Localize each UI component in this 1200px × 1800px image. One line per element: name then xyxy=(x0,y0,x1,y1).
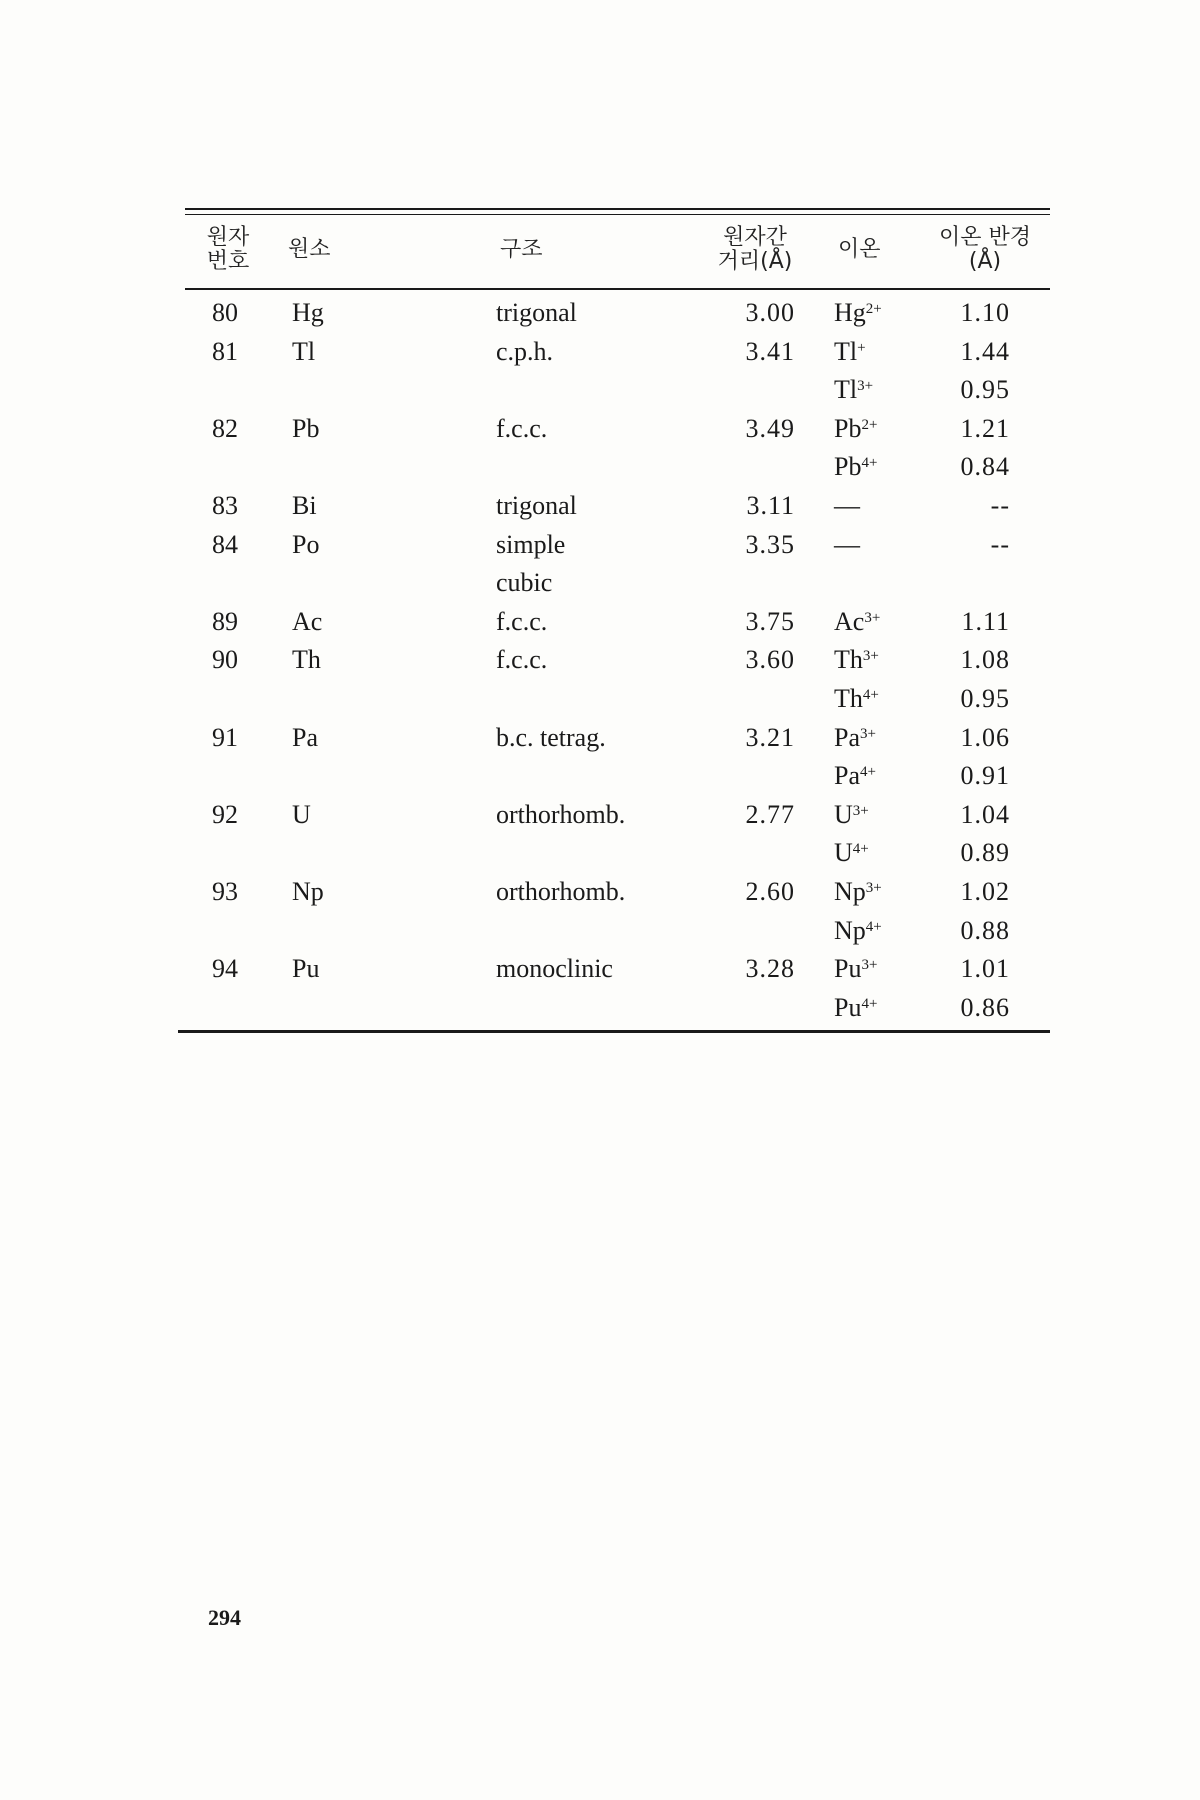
cell-element: Th xyxy=(292,645,321,675)
header-ionic-radius xyxy=(925,226,1045,274)
cell-structure: trigonal xyxy=(496,298,577,327)
cell-distance: 3.00 xyxy=(745,298,795,327)
header-structure xyxy=(500,238,543,262)
ion-charge: 4+ xyxy=(852,841,869,858)
ion-symbol: Pa xyxy=(834,722,860,752)
cell-distance: 3.75 xyxy=(745,606,795,636)
ion-symbol: Th xyxy=(834,684,863,713)
header-ion xyxy=(838,238,881,262)
cell-structure: f.c.c. xyxy=(496,645,548,675)
ion-symbol: Pa xyxy=(834,761,860,791)
cell-distance: 3.49 xyxy=(745,413,795,443)
ion-charge: 3+ xyxy=(862,648,879,665)
ion-symbol: Ac xyxy=(834,606,865,636)
ion-symbol: — xyxy=(834,529,860,559)
ion-symbol: Pb xyxy=(834,413,862,443)
cell-atomic-number: 91 xyxy=(212,722,238,752)
ion-charge: 3+ xyxy=(865,880,882,896)
header-element-label: 원소 xyxy=(288,237,331,262)
header-structure-label: 구조 xyxy=(500,237,543,262)
cell-atomic-number: 83 xyxy=(212,491,238,520)
ion-symbol: Np xyxy=(834,915,866,945)
ion-symbol: Th xyxy=(834,645,863,675)
ion-symbol: U xyxy=(834,838,853,868)
cell-radius: 1.06 xyxy=(960,722,1010,752)
cell-atomic-number: 90 xyxy=(212,645,238,675)
cell-ion xyxy=(834,877,882,907)
ion-charge: 4+ xyxy=(862,687,879,703)
cell-element: U xyxy=(292,799,311,829)
cell-element: Ac xyxy=(292,606,323,636)
cell-atomic-number: 84 xyxy=(212,529,238,559)
cell-radius: 0.95 xyxy=(960,375,1010,405)
cell-ion xyxy=(834,607,880,637)
cell-radius: 0.89 xyxy=(960,838,1010,868)
cell-ion xyxy=(834,414,877,444)
cell-atomic-number: 94 xyxy=(212,954,238,984)
cell-radius: 0.95 xyxy=(960,684,1010,713)
ion-symbol: Pu xyxy=(834,992,862,1022)
cell-ion xyxy=(834,723,876,753)
cell-ion xyxy=(834,337,866,367)
ion-charge: 3+ xyxy=(864,609,881,626)
cell-ion xyxy=(834,916,882,946)
ion-charge: 3+ xyxy=(861,957,878,974)
ion-charge: 4+ xyxy=(861,995,878,1012)
cell-element: Bi xyxy=(292,491,317,520)
ion-symbol: Tl xyxy=(834,336,858,366)
cell-structure: f.c.c. xyxy=(496,606,548,636)
cell-structure: c.p.h. xyxy=(496,336,554,366)
cell-ion xyxy=(834,993,877,1023)
cell-ion xyxy=(834,954,877,984)
table-top-rule-thin xyxy=(185,214,1050,215)
cell-structure: simple xyxy=(496,529,566,559)
table-top-rule xyxy=(185,208,1050,210)
cell-structure: orthorhomb. xyxy=(496,799,626,829)
cell-element: Pb xyxy=(292,413,320,443)
cell-radius: 1.08 xyxy=(960,645,1010,675)
header-atomic-number xyxy=(198,226,258,274)
cell-radius: 0.86 xyxy=(960,992,1010,1022)
ion-symbol: — xyxy=(834,491,860,520)
cell-atomic-number: 89 xyxy=(212,606,238,636)
cell-radius: 0.91 xyxy=(960,761,1010,791)
cell-ion xyxy=(834,645,879,675)
cell-structure: f.c.c. xyxy=(496,413,548,443)
header-radius-line1: 이온 반경 xyxy=(938,225,1031,250)
cell-structure: monoclinic xyxy=(496,954,613,984)
cell-distance: 3.28 xyxy=(745,954,795,984)
ion-charge: 2+ xyxy=(865,301,882,317)
header-distance-line1: 원자간 xyxy=(723,225,787,250)
header-ion-label: 이온 xyxy=(838,237,881,262)
ion-symbol: Pb xyxy=(834,452,862,482)
cell-ion xyxy=(834,491,860,521)
table-header-rule xyxy=(185,288,1050,290)
ion-symbol: Tl xyxy=(834,375,858,405)
cell-distance: 3.11 xyxy=(746,491,795,520)
header-atomic-number-line2: 번호 xyxy=(206,249,250,274)
cell-atomic-number: 82 xyxy=(212,413,238,443)
cell-ion xyxy=(834,530,860,560)
cell-structure: cubic xyxy=(496,568,553,598)
ion-charge: 4+ xyxy=(865,918,882,935)
cell-element: Tl xyxy=(292,336,316,366)
cell-ion xyxy=(834,452,877,482)
cell-structure: orthorhomb. xyxy=(496,877,626,906)
cell-radius: 1.04 xyxy=(960,799,1010,829)
cell-radius: 1.01 xyxy=(960,954,1010,984)
ion-charge: 4+ xyxy=(861,455,878,472)
cell-distance: 3.41 xyxy=(745,336,795,366)
cell-ion xyxy=(834,761,876,791)
cell-radius: -- xyxy=(990,529,1010,559)
cell-distance: 2.77 xyxy=(745,799,795,829)
header-interatomic-distance xyxy=(700,226,810,274)
cell-radius: 1.44 xyxy=(960,336,1010,366)
cell-ion xyxy=(834,838,869,868)
table-bottom-rule xyxy=(178,1030,1050,1033)
header-distance-line2: 거리(Å) xyxy=(717,249,793,274)
cell-distance: 3.21 xyxy=(745,722,795,752)
ion-symbol: Pu xyxy=(834,954,862,984)
ion-charge: 2+ xyxy=(861,416,878,433)
header-element xyxy=(288,238,331,262)
cell-radius: 1.11 xyxy=(961,606,1010,636)
cell-ion xyxy=(834,298,882,328)
cell-element: Pa xyxy=(292,722,318,752)
ion-charge: + xyxy=(857,339,866,356)
cell-distance: 3.35 xyxy=(745,529,795,559)
ion-charge: 3+ xyxy=(857,378,874,395)
cell-atomic-number: 80 xyxy=(212,298,238,327)
cell-atomic-number: 92 xyxy=(212,799,238,829)
cell-structure: trigonal xyxy=(496,491,577,520)
cell-element: Np xyxy=(292,877,324,906)
cell-element: Pu xyxy=(292,954,320,984)
cell-radius: -- xyxy=(990,491,1010,520)
ion-symbol: Hg xyxy=(834,298,866,327)
ion-charge: 3+ xyxy=(852,802,869,819)
ion-charge: 3+ xyxy=(860,725,876,742)
ion-symbol: U xyxy=(834,799,853,829)
cell-radius: 0.84 xyxy=(960,452,1010,482)
cell-element: Hg xyxy=(292,298,324,327)
cell-radius: 1.02 xyxy=(960,877,1010,906)
cell-radius: 1.21 xyxy=(960,413,1010,443)
cell-ion xyxy=(834,684,879,714)
cell-distance: 2.60 xyxy=(745,877,795,906)
cell-radius: 1.10 xyxy=(960,298,1010,327)
page-number: 294 xyxy=(208,1605,241,1630)
header-atomic-number-line1: 원자 xyxy=(206,225,250,250)
cell-atomic-number: 93 xyxy=(212,877,238,906)
header-radius-line2: (Å) xyxy=(968,249,1002,274)
cell-radius: 0.88 xyxy=(960,915,1010,945)
cell-structure: b.c. tetrag. xyxy=(496,722,606,752)
cell-atomic-number: 81 xyxy=(212,336,238,366)
ion-charge: 4+ xyxy=(860,764,876,781)
cell-distance: 3.60 xyxy=(745,645,795,675)
cell-element: Po xyxy=(292,529,320,559)
cell-ion xyxy=(834,375,873,405)
cell-ion xyxy=(834,800,869,830)
ion-symbol: Np xyxy=(834,877,866,906)
